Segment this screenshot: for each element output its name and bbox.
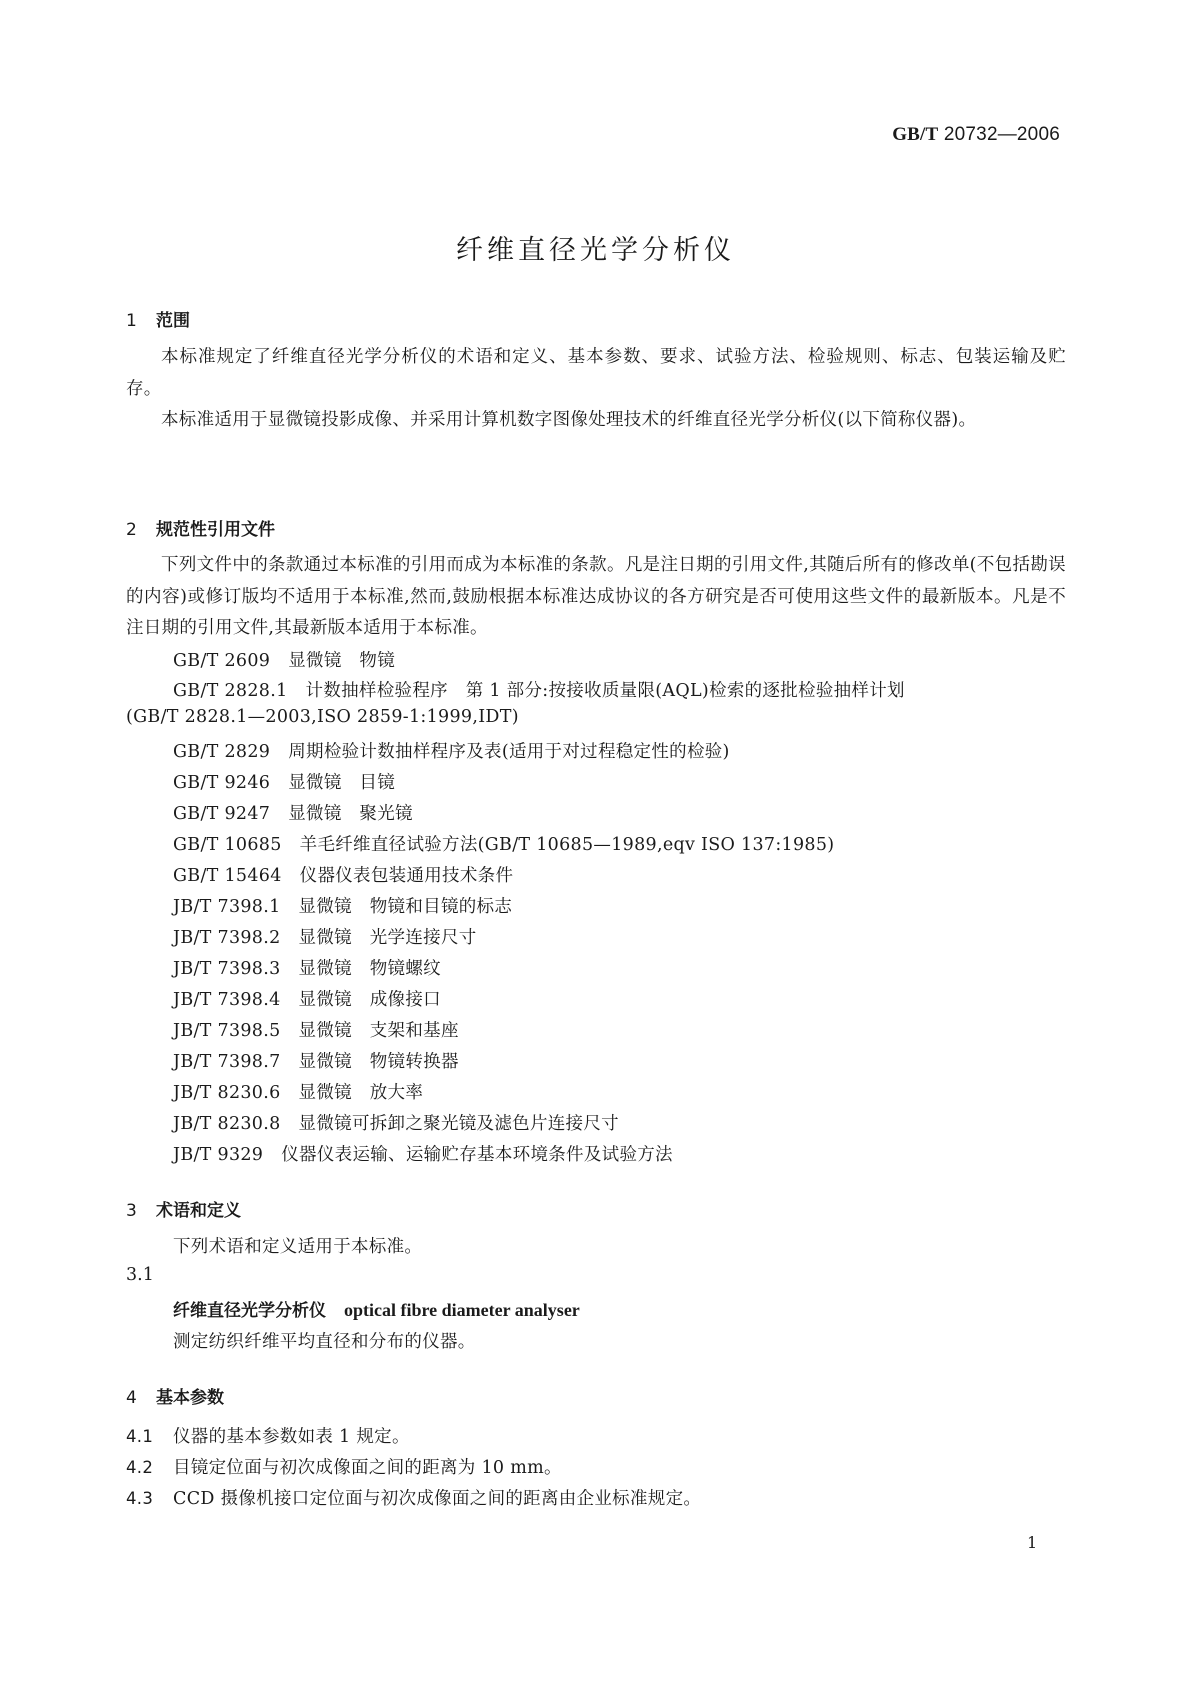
section-3-intro: 下列术语和定义适用于本标准。 xyxy=(173,1237,423,1257)
reference-title: 计数抽样检验程序 第 1 部分:按接收质量限(AQL)检索的逐批检验抽样计划 xyxy=(305,681,905,701)
reference-item xyxy=(173,800,413,825)
reference-title: 显微镜 光学连接尺寸 xyxy=(298,928,477,948)
reference-code: JB/T 8230.6 xyxy=(173,1083,281,1103)
clause-text: CCD 摄像机接口定位面与初次成像面之间的距离由企业标准规定。 xyxy=(173,1489,702,1509)
reference-item xyxy=(173,769,395,794)
clause-item xyxy=(126,1454,562,1479)
reference-code: JB/T 7398.4 xyxy=(173,990,281,1010)
term-number: 3.1 xyxy=(126,1265,154,1285)
clause-number: 4.2 xyxy=(126,1458,154,1477)
reference-title: 显微镜 成像接口 xyxy=(298,990,441,1010)
reference-code: JB/T 8230.8 xyxy=(173,1114,281,1134)
clause-item xyxy=(126,1485,701,1510)
section-1-paragraph-2: 本标准适用于显微镜投影成像、并采用计算机数字图像处理技术的纤维直径光学分析仪(以下简称仪器)。 xyxy=(161,410,977,430)
page-number: 1 xyxy=(1027,1533,1038,1552)
reference-title: 仪器仪表包装通用技术条件 xyxy=(299,866,514,886)
reference-code: JB/T 7398.7 xyxy=(173,1052,281,1072)
reference-code: GB/T 9246 xyxy=(173,773,271,793)
reference-code: GB/T 15464 xyxy=(173,866,282,886)
reference-code: GB/T 2828.1 xyxy=(173,681,288,701)
section-title: 范围 xyxy=(156,311,190,331)
section-number: 4 xyxy=(126,1388,137,1408)
term-definition: 测定纺织纤维平均直径和分布的仪器。 xyxy=(173,1332,476,1352)
reference-item xyxy=(173,924,477,949)
section-title: 规范性引用文件 xyxy=(156,520,275,540)
reference-code: JB/T 7398.1 xyxy=(173,897,281,917)
section-2-heading xyxy=(126,515,1066,540)
section-4-heading xyxy=(126,1383,1066,1408)
clause-text: 目镜定位面与初次成像面之间的距离为 10 mm。 xyxy=(173,1458,562,1478)
reference-title: 显微镜 支架和基座 xyxy=(298,1021,459,1041)
reference-code: GB/T 2829 xyxy=(173,742,271,762)
reference-item xyxy=(173,647,395,672)
reference-item xyxy=(173,677,905,702)
reference-code: GB/T 2609 xyxy=(173,651,271,671)
reference-item xyxy=(173,893,512,918)
section-title: 术语和定义 xyxy=(156,1201,241,1221)
reference-item xyxy=(173,738,730,763)
clause-number: 4.1 xyxy=(126,1427,154,1446)
standard-code xyxy=(892,124,1060,146)
reference-title: 显微镜 目镜 xyxy=(288,773,396,793)
reference-title: 显微镜 放大率 xyxy=(298,1083,424,1103)
reference-item xyxy=(173,986,441,1011)
reference-item xyxy=(173,1141,673,1166)
reference-item xyxy=(173,1048,459,1073)
clause-item xyxy=(126,1423,410,1448)
reference-title: 显微镜 聚光镜 xyxy=(288,804,413,824)
standard-prefix: GB/T xyxy=(892,124,939,145)
reference-title: 周期检验计数抽样程序及表(适用于对过程稳定性的检验) xyxy=(288,742,730,762)
section-1-paragraph-1: 本标准规定了纤维直径光学分析仪的术语和定义、基本参数、要求、试验方法、检验规则、标志、包装运输及贮存。 xyxy=(126,347,1066,399)
term-heading xyxy=(173,1296,580,1321)
reference-continuation: (GB/T 2828.1—2003,ISO 2859-1:1999,IDT) xyxy=(126,707,519,727)
reference-title: 显微镜 物镜螺纹 xyxy=(298,959,441,979)
section-number: 2 xyxy=(126,520,137,540)
reference-code: JB/T 7398.2 xyxy=(173,928,281,948)
reference-title: 显微镜 物镜和目镜的标志 xyxy=(298,897,513,917)
term-zh: 纤维直径光学分析仪 xyxy=(173,1301,326,1321)
reference-item xyxy=(173,1017,459,1042)
section-number: 3 xyxy=(126,1201,137,1221)
section-3-heading xyxy=(126,1196,1066,1221)
reference-item xyxy=(173,831,834,856)
reference-item xyxy=(173,862,513,887)
clause-text: 仪器的基本参数如表 1 规定。 xyxy=(173,1427,410,1447)
reference-code: JB/T 7398.3 xyxy=(173,959,281,979)
reference-code: JB/T 9329 xyxy=(173,1145,264,1165)
reference-title: 仪器仪表运输、运输贮存基本环境条件及试验方法 xyxy=(281,1145,673,1165)
reference-code: GB/T 9247 xyxy=(173,804,271,824)
section-title: 基本参数 xyxy=(156,1388,224,1408)
reference-item xyxy=(173,1110,619,1135)
clause-number: 4.3 xyxy=(126,1489,154,1508)
term-en: optical fibre diameter analyser xyxy=(344,1300,580,1320)
reference-title: 显微镜 物镜 xyxy=(288,651,396,671)
reference-title: 显微镜 物镜转换器 xyxy=(298,1052,459,1072)
section-2-intro: 下列文件中的条款通过本标准的引用而成为本标准的条款。凡是注日期的引用文件,其随后所有的修改单(不包括勘误的内容)或修订版均不适用于本标准,然而,鼓励根据本标准达成协议的各方研究是否可使用这些文件的最新版本。凡是不注日期的引用文件,其最新版本适用于本标准。 xyxy=(126,555,1066,638)
section-1-heading xyxy=(126,306,1066,331)
reference-title: 羊毛纤维直径试验方法(GB/T 10685—1989,eqv ISO 137:1985) xyxy=(299,835,835,855)
document-title: 纤维直径光学分析仪 xyxy=(456,235,735,266)
section-number: 1 xyxy=(126,311,137,331)
reference-code: JB/T 7398.5 xyxy=(173,1021,281,1041)
reference-code: GB/T 10685 xyxy=(173,835,282,855)
reference-item xyxy=(173,955,441,980)
reference-item xyxy=(173,1079,423,1104)
reference-title: 显微镜可拆卸之聚光镜及滤色片连接尺寸 xyxy=(298,1114,619,1134)
standard-number: 20732—2006 xyxy=(938,124,1060,145)
